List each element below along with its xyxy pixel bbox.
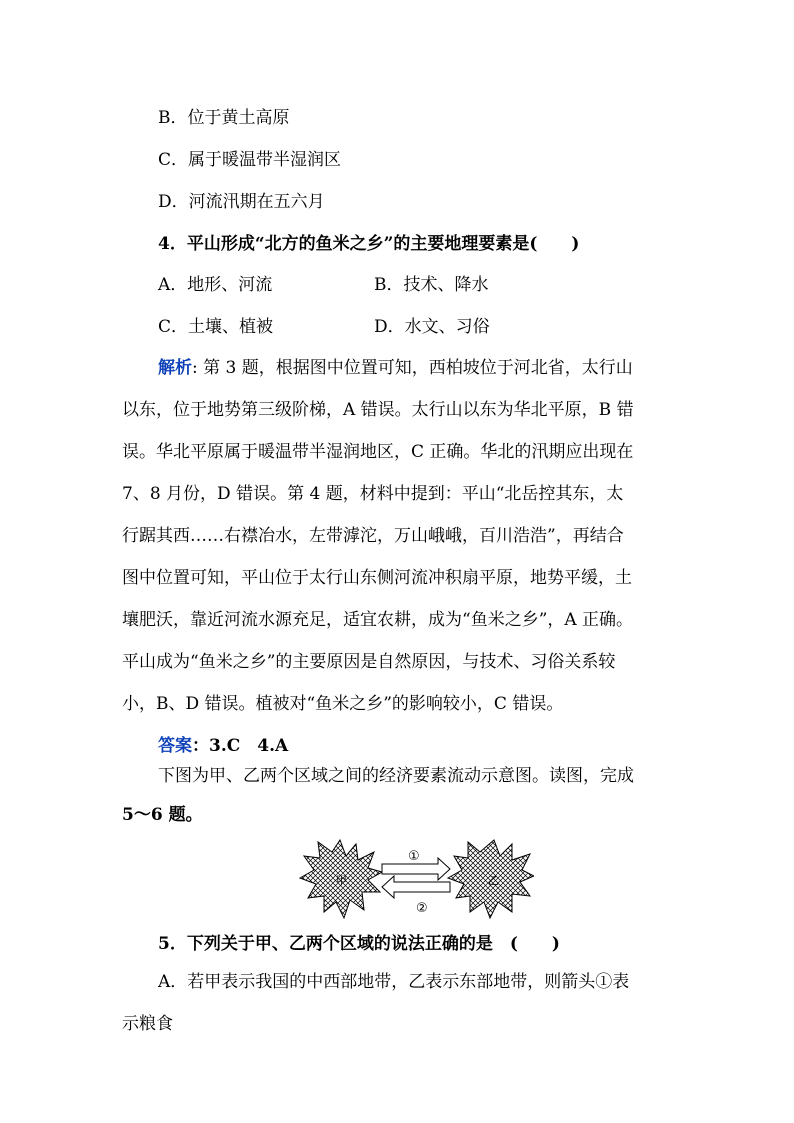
analysis-line: 误。华北平原属于暖温带半湿润地区，C 正确。华北的汛期应出现在 [122, 442, 634, 462]
option-q4-a: A．地形、河流 [158, 275, 273, 295]
intro-line-1: 下图为甲、乙两个区域之间的经济要素流动示意图。读图，完成 [158, 766, 634, 786]
option-q3-d: D．河流汛期在五六月 [158, 192, 325, 212]
right-region-label: 乙 [488, 874, 499, 887]
arrow-1-label: ① [408, 849, 420, 864]
option-q4-c: C．土壤、植被 [158, 317, 274, 337]
analysis-line: 壤肥沃，靠近河流水源充足，适宜农耕，成为“鱼米之乡”，A 正确。 [122, 610, 634, 630]
question-5-stem: 5．下列关于甲、乙两个区域的说法正确的是 ( ) [158, 934, 560, 954]
answer-text: ：3.C 4.A [192, 736, 289, 756]
analysis-line: 平山成为“鱼米之乡”的主要原因是自然原因，与技术、习俗关系较 [122, 652, 616, 672]
option-q3-c: C．属于暖温带半湿润区 [158, 150, 342, 170]
analysis-line: 图中位置可知，平山位于太行山东侧河流冲积扇平原，地势平缓，土 [122, 568, 632, 588]
option-q5-a-line-1: A．若甲表示我国的中西部地带，乙表示东部地带，则箭头①表 [158, 972, 630, 992]
analysis-line: 小，B、D 错误。植被对“鱼米之乡”的影响较小，C 错误。 [122, 694, 564, 714]
analysis-line: 以东，位于地势第三级阶梯，A 错误。太行山以东为华北平原，B 错 [122, 400, 634, 420]
analysis-label: 解析 [158, 358, 192, 378]
analysis-line: 7、8 月份，D 错误。第 4 题，材料中提到：平山“北岳控其东，太 [122, 484, 624, 504]
option-q5-a-line-2: 示粮食 [122, 1014, 173, 1034]
option-q3-b: B．位于黄土高原 [158, 108, 290, 128]
arrow-2 [382, 876, 450, 898]
flow-diagram-svg [298, 838, 534, 920]
answer-line [158, 734, 288, 758]
question-4-stem: 4．平山形成“北方的鱼米之乡”的主要地理要素是( ) [158, 234, 580, 254]
analysis-first-line [158, 356, 633, 380]
arrow-2-label: ② [416, 901, 428, 916]
analysis-line: 行踞其西……右襟冶水，左带滹沱，万山峨峨，百川浩浩”，再结合 [122, 526, 624, 546]
left-region-label: 甲 [336, 874, 347, 887]
option-q4-b: B．技术、降水 [374, 275, 489, 295]
intro-line-2: 5～6 题。 [122, 805, 203, 825]
option-q4-d: D．水文、习俗 [374, 317, 490, 337]
answer-label: 答案 [158, 736, 192, 756]
flow-diagram [298, 838, 534, 920]
analysis-text: : 第 3 题，根据图中位置可知，西柏坡位于河北省，太行山 [192, 358, 633, 378]
